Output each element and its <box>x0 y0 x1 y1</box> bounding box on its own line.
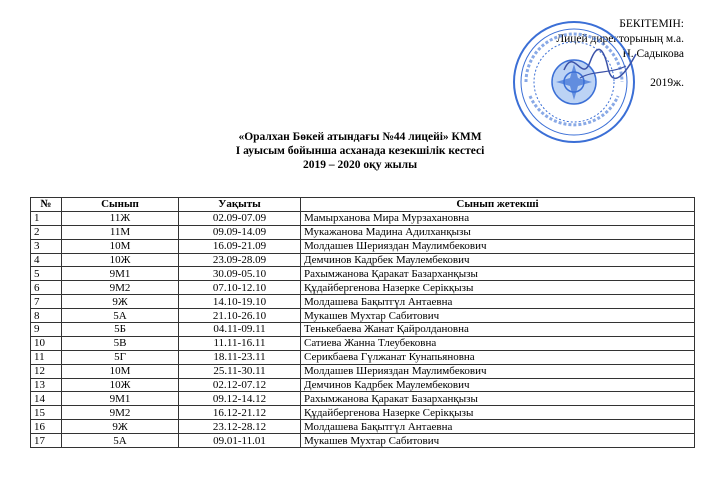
table-row <box>31 364 695 378</box>
row-class: 9М1 <box>62 267 179 281</box>
row-class: 9Ж <box>62 295 179 309</box>
row-class: 10Ж <box>62 253 179 267</box>
row-teacher: Рахымжанова Қаракат Базарханқызы <box>301 267 695 281</box>
table-row <box>31 434 695 448</box>
row-number: 9 <box>31 323 62 337</box>
row-number: 4 <box>31 253 62 267</box>
table-row <box>31 225 695 239</box>
row-time: 30.09-05.10 <box>179 267 301 281</box>
row-time: 23.09-28.09 <box>179 253 301 267</box>
approval-year: 2019ж. <box>650 77 684 89</box>
row-number: 7 <box>31 295 62 309</box>
row-number: 11 <box>31 350 62 364</box>
table-row <box>31 378 695 392</box>
row-teacher: Молдашев Шерияздан Маулимбекович <box>301 239 695 253</box>
row-teacher: Құдайбергенова Назерке Серікқызы <box>301 406 695 420</box>
school-name: «Оралхан Бөкей атындағы №44 лицейі» КММ <box>238 131 482 143</box>
header-number: № <box>31 198 62 212</box>
row-time: 16.12-21.12 <box>179 406 301 420</box>
row-class: 5В <box>62 336 179 350</box>
row-number: 1 <box>31 211 62 225</box>
table-row <box>31 323 695 337</box>
table-row <box>31 309 695 323</box>
row-teacher: Мамырханова Мира Мурзахановна <box>301 211 695 225</box>
row-teacher: Демчинов Кадрбек Маулембекович <box>301 378 695 392</box>
table-row <box>31 392 695 406</box>
approval-name: Н. Садыкова <box>622 48 684 60</box>
table-row <box>31 281 695 295</box>
row-teacher: Молдашева Бақытгүл Антаевна <box>301 295 695 309</box>
row-time: 04.11-09.11 <box>179 323 301 337</box>
row-time: 09.01-11.01 <box>179 434 301 448</box>
row-time: 23.12-28.12 <box>179 420 301 434</box>
table-row <box>31 239 695 253</box>
row-number: 10 <box>31 336 62 350</box>
row-time: 02.12-07.12 <box>179 378 301 392</box>
row-teacher: Құдайбергенова Назерке Серікқызы <box>301 281 695 295</box>
table-row <box>31 406 695 420</box>
row-class: 9М2 <box>62 281 179 295</box>
row-class: 5Б <box>62 323 179 337</box>
row-teacher: Молдашева Бақытгүл Антаевна <box>301 420 695 434</box>
row-class: 5А <box>62 309 179 323</box>
duty-schedule-table <box>30 197 695 448</box>
row-time: 07.10-12.10 <box>179 281 301 295</box>
row-teacher: Сатиева Жанна Тлеубековна <box>301 336 695 350</box>
row-time: 11.11-16.11 <box>179 336 301 350</box>
row-time: 09.09-14.09 <box>179 225 301 239</box>
document-heading <box>160 130 560 172</box>
row-teacher: Рахымжанова Қаракат Базарханқызы <box>301 392 695 406</box>
row-time: 25.11-30.11 <box>179 364 301 378</box>
header-teacher: Сынып жетекші <box>301 198 695 212</box>
row-number: 13 <box>31 378 62 392</box>
row-class: 9М1 <box>62 392 179 406</box>
row-class: 10М <box>62 364 179 378</box>
table-row <box>31 336 695 350</box>
row-number: 17 <box>31 434 62 448</box>
row-number: 3 <box>31 239 62 253</box>
row-time: 14.10-19.10 <box>179 295 301 309</box>
row-teacher: Тенькебаева Жанат Қайролдановна <box>301 323 695 337</box>
table-row <box>31 420 695 434</box>
approval-position: Лицей директорының м.а. <box>556 33 684 45</box>
row-teacher: Мукашев Мухтар Сабитович <box>301 434 695 448</box>
table-row <box>31 295 695 309</box>
table-row <box>31 253 695 267</box>
signature-icon <box>560 40 640 90</box>
row-number: 14 <box>31 392 62 406</box>
row-number: 15 <box>31 406 62 420</box>
row-class: 10Ж <box>62 378 179 392</box>
academic-year: 2019 – 2020 оқу жылы <box>302 159 418 171</box>
table-row <box>31 267 695 281</box>
row-time: 09.12-14.12 <box>179 392 301 406</box>
row-teacher: Серикбаева Гүлжанат Кунапьяновна <box>301 350 695 364</box>
row-time: 02.09-07.09 <box>179 211 301 225</box>
row-teacher: Мукажанова Мадина Адилханқызы <box>301 225 695 239</box>
row-class: 10М <box>62 239 179 253</box>
row-number: 8 <box>31 309 62 323</box>
table-row <box>31 211 695 225</box>
row-class: 5Г <box>62 350 179 364</box>
row-number: 2 <box>31 225 62 239</box>
approval-title: БЕКІТЕМІН: <box>619 18 684 30</box>
row-number: 6 <box>31 281 62 295</box>
row-time: 21.10-26.10 <box>179 309 301 323</box>
row-number: 5 <box>31 267 62 281</box>
header-class: Сынып <box>62 198 179 212</box>
row-class: 9Ж <box>62 420 179 434</box>
row-time: 18.11-23.11 <box>179 350 301 364</box>
row-number: 12 <box>31 364 62 378</box>
row-teacher: Мукашев Мухтар Сабитович <box>301 309 695 323</box>
table-header-row <box>31 198 695 212</box>
header-time: Уақыты <box>179 198 301 212</box>
row-teacher: Демчинов Кадрбек Маулембекович <box>301 253 695 267</box>
table-row <box>31 350 695 364</box>
row-class: 11Ж <box>62 211 179 225</box>
row-number: 16 <box>31 420 62 434</box>
schedule-title: І ауысым бойынша асханада кезекшілік кестесі <box>235 145 485 157</box>
row-time: 16.09-21.09 <box>179 239 301 253</box>
row-teacher: Молдашев Шерияздан Маулимбекович <box>301 364 695 378</box>
row-class: 5А <box>62 434 179 448</box>
row-class: 11М <box>62 225 179 239</box>
row-class: 9М2 <box>62 406 179 420</box>
